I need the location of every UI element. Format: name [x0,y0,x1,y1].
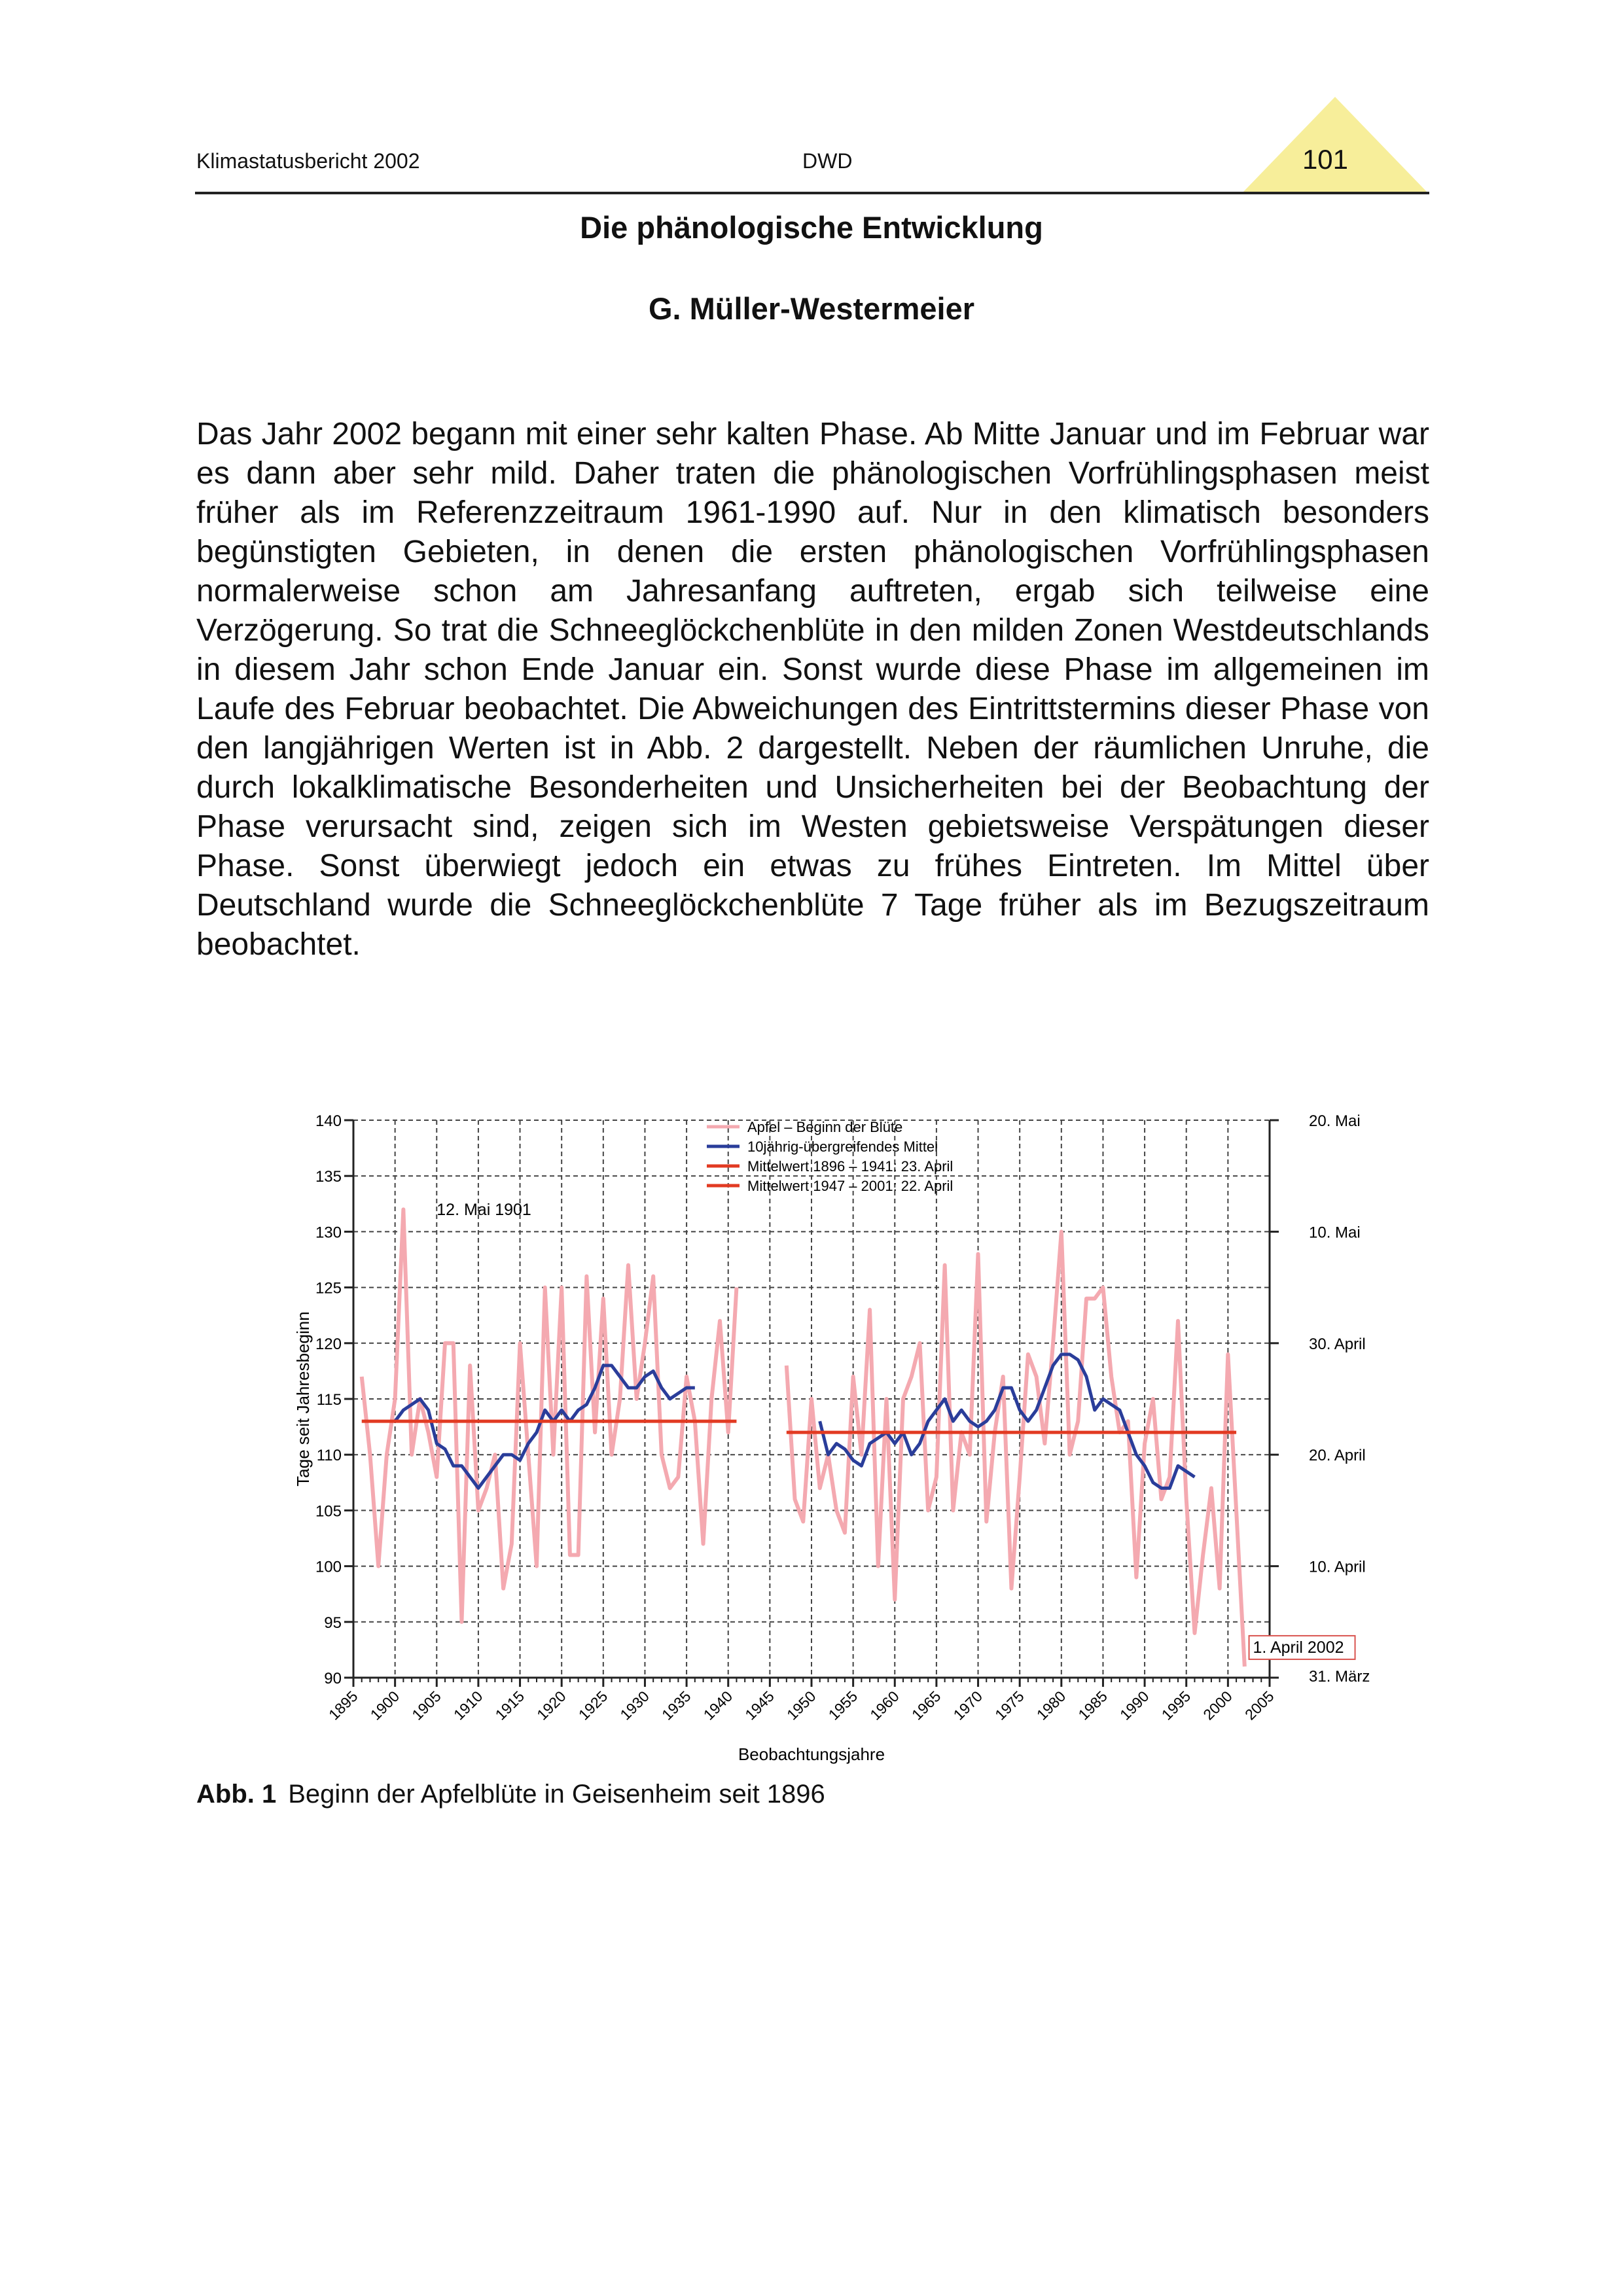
y-axis-title: Tage seit Jahresbeginn [293,1311,313,1487]
x-tick-label: 1955 [825,1687,861,1723]
x-tick-label: 1900 [366,1687,403,1723]
legend-label: Apfel – Beginn der Blüte [747,1119,903,1135]
legend-label: 10jährig-übergreifendes Mittel [747,1139,938,1155]
page-number: 101 [1302,144,1349,175]
right-axis-label: 31. März [1309,1668,1370,1686]
x-tick-label: 1960 [866,1687,902,1723]
x-tick-label: 1945 [741,1687,777,1723]
right-axis-label: 20. April [1309,1447,1366,1465]
x-tick-label: 1950 [783,1687,819,1723]
x-tick-label: 2000 [1200,1687,1236,1723]
x-tick-label: 1915 [491,1687,528,1723]
x-tick-label: 1980 [1033,1687,1069,1723]
legend-label: Mittelwert 1896 – 1941: 23. April [747,1158,954,1174]
x-tick-label: 1970 [950,1687,986,1723]
y-tick-label: 120 [315,1335,342,1353]
apple-blossom-series-line [787,1231,1245,1667]
x-tick-label: 1910 [450,1687,486,1723]
y-tick-label: 125 [315,1279,342,1298]
x-tick-label: 1965 [908,1687,944,1723]
right-axis-label: 10. April [1309,1558,1366,1576]
annotation-label: 12. Mai 1901 [437,1200,531,1219]
y-tick-label: 90 [324,1670,342,1687]
apple-blossom-chart [275,1099,1370,1767]
x-axis-title: Beobachtungsjahre [738,1744,885,1764]
right-axis-label: 10. Mai [1309,1224,1361,1242]
header-rule [195,192,1429,194]
x-tick-label: 1985 [1075,1687,1111,1723]
y-tick-label: 95 [324,1614,342,1632]
x-tick-label: 1905 [408,1687,444,1723]
figure-caption-text: Beginn der Apfelblüte in Geisenheim seit 1896 [288,1780,825,1809]
x-tick-label: 1995 [1158,1687,1194,1723]
x-tick-label: 1975 [991,1687,1027,1723]
legend-label: Mittelwert 1947 – 2001: 22. April [747,1178,954,1194]
x-tick-label: 1895 [325,1687,361,1723]
x-tick-label: 1940 [700,1687,736,1723]
y-tick-label: 110 [316,1447,342,1465]
y-tick-label: 135 [315,1168,342,1186]
y-tick-label: 140 [315,1112,342,1130]
article-author: G. Müller-Westermeier [648,291,975,326]
header-organization: DWD [802,149,853,173]
x-tick-label: 1935 [658,1687,694,1723]
article-title: Die phänologische Entwicklung [580,210,1043,245]
x-tick-label: 1925 [575,1687,611,1723]
body-paragraph: Das Jahr 2002 begann mit einer sehr kalten Phase. Ab Mitte Januar und im Februar war es dann aber sehr mild. Daher traten die phänologischen Vorfrühlingsphasen meist früher als im Referenzzeitraum 1961-1990 auf. Nur in den klimatisch besonders begünstigten Gebieten, in denen die ersten phänologischen Vorfrühlingsphasen normalerweise schon am Jahresanfang auftreten, ergab sich teilweise eine Verzögerung. So trat die Schneeglöckchenblüte in den milden Zonen Westdeutschlands in diesem Jahr schon Ende Januar ein. Sonst wurde diese Phase im allgemeinen im Laufe des Februar beobachtet. Die Abweichungen des Eintrittstermins dieser Phase von den langjährigen Werten ist in Abb. 2 dargestellt. Neben der räumlichen Unruhe, die durch lokalklimatische Besonderheiten und Unsicherheiten bei der Beobachtung der Phase verursacht sind, zeigen sich im Westen gebietsweise Verspätungen dieser Phase. Sonst überwiegt jedoch ein etwas zu frühes Eintreten. Im Mittel über Deutschland wurde die Schneeglöckchenblüte 7 Tage früher als im Bezugszeitraum beobachtet. [196,417,1429,962]
header-report-title: Klimastatusbericht 2002 [196,149,420,173]
x-tick-label: 1920 [533,1687,569,1723]
y-tick-label: 115 [316,1391,342,1409]
figure-caption-label: Abb. 1 [196,1780,277,1809]
figure-caption [196,1780,825,1809]
right-axis-label: 30. April [1309,1335,1366,1353]
x-tick-label: 1990 [1116,1687,1152,1723]
y-tick-label: 100 [315,1558,342,1576]
right-axis-label: 20. Mai [1309,1112,1361,1130]
x-tick-label: 1930 [616,1687,652,1723]
y-tick-label: 105 [315,1502,342,1521]
y-tick-label: 130 [315,1224,342,1242]
x-tick-label: 2005 [1241,1687,1277,1723]
annotation-label: 1. April 2002 [1253,1638,1344,1657]
